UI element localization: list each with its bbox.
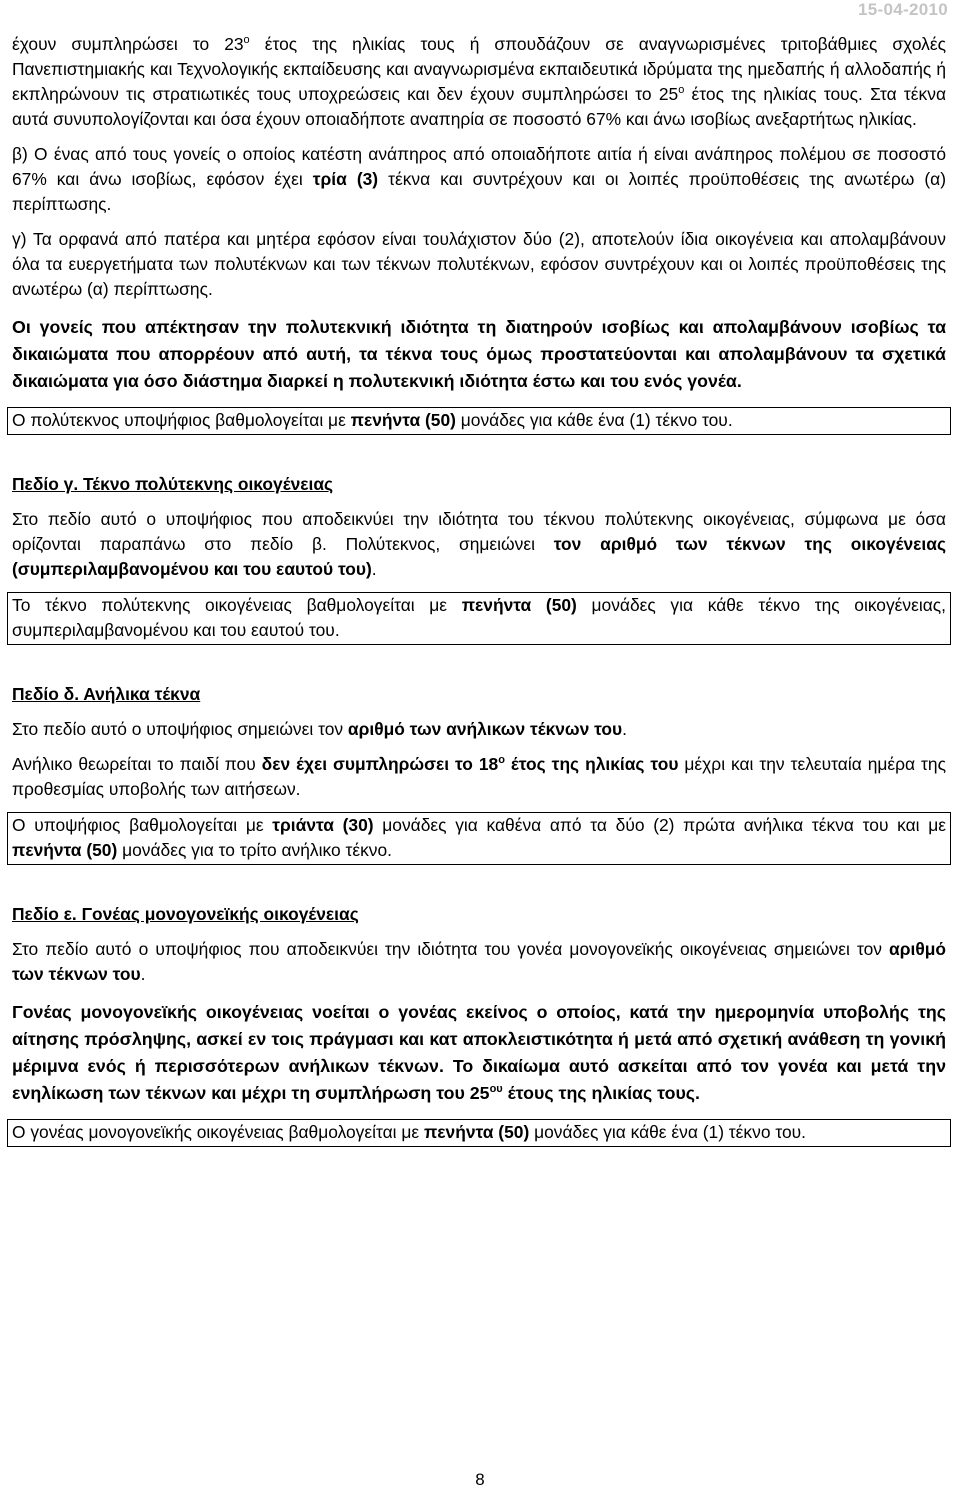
scoring-box-large-family: Ο πολύτεκνος υποψήφιος βαθμολογείται με πενήντα (50) μονάδες για κάθε ένα (1) τέκνο του. <box>7 407 951 435</box>
paragraph-field-g: Στο πεδίο αυτό ο υποψήφιος που αποδεικνύει την ιδιότητα του τέκνου πολύτεκνης οικογένειας, σύμφωνα με όσα ορίζονται παραπάνω στο πεδίο β. Πολύτεκνος, σημειώνει τον αριθμό των τέκνων της οικογένειας (συμπεριλαμβανομένου και του εαυτού του). <box>12 509 946 579</box>
paragraph-disabled-parent: β) Ο ένας από τους γονείς ο οποίος κατέστη ανάπηρος από οποιαδήποτε αιτία ή είναι ανάπηρος πολέμου σε ποσοστό 67% και άνω ισοβίως, εφόσον έχει τρία (3) τέκνα και συντρέχουν και οι λοιπές προϋποθέσεις της ανωτέρω (α) περίπτωσης. <box>12 144 946 214</box>
scoring-box-minor-children: Ο υποψήφιος βαθμολογείται με τριάντα (30) μονάδες για καθένα από τα δύο (2) πρώτα ανήλικα τέκνα του και με πενήντα (50) μονάδες για το τρίτο ανήλικο τέκνο. <box>7 812 951 865</box>
section-heading-field-g: Πεδίο γ. Τέκνο πολύτεκνης οικογένειας <box>12 474 334 494</box>
scoring-box-child-of-large-family: Το τέκνο πολύτεκνης οικογένειας βαθμολογείται με πενήντα (50) μονάδες για κάθε τέκνο της οικογένειας, συμπεριλαμβανομένου και του εαυτού του. <box>7 592 951 645</box>
section-heading-field-d: Πεδίο δ. Ανήλικα τέκνα <box>12 684 201 704</box>
paragraph-field-d: Στο πεδίο αυτό ο υποψήφιος σημειώνει τον αριθμό των ανήλικων τέκνων του. <box>12 719 627 739</box>
paragraph-minor-definition: Ανήλικο θεωρείται το παιδί που δεν έχει συμπληρώσει το $18^o$ έτος της ηλικίας του μέχρι και την τελευταία ημέρα της προθεσμίας υποβολής των αιτήσεων. <box>12 754 946 799</box>
page-number: 8 <box>475 1470 485 1489</box>
scoring-box-single-parent: Ο γονέας μονογονεϊκής οικογένειας βαθμολογείται με πενήντα (50) μονάδες για κάθε ένα (1) τέκνο του. <box>7 1119 951 1147</box>
section-heading-field-e: Πεδίο ε. Γονέας μονογονεϊκής οικογένειας <box>12 904 359 924</box>
paragraph-children-age: έχουν συμπληρώσει το $23^o$ έτος της ηλικίας τους ή σπουδάζουν σε αναγνωρισμένες τριτοβάθμιες σχολές Πανεπιστημιακής και Τεχνολογικής εκπαίδευσης και αναγνωρισμένα εκπαιδευτικά ιδρύματα της ημεδαπής ή αλλοδαπής ή εκπληρώνουν τις στρατιωτικές τους υποχρεώσεις και δεν έχουν συμπληρώσει το $25^o$ έτος της ηλικίας τους. Στα τέκνα αυτά συνυπολογίζονται και όσα έχουν οποιαδήποτε αναπηρία σε ποσοστό 67% και άνω ισοβίως ανεξαρτήτως ηλικίας. <box>12 34 946 129</box>
paragraph-orphans: γ) Τα ορφανά από πατέρα και μητέρα εφόσον είναι τουλάχιστον δύο (2), αποτελούν ίδια οικογένεια και απολαμβάνουν όλα τα ευεργετήματα των πολυτέκνων και των τέκνων πολυτέκνων, εφόσον συντρέχουν και οι λοιπές προϋποθέσεις της ανωτέρω (α) περίπτωσης. <box>12 229 946 299</box>
paragraph-single-parent-definition: Γονέας μονογονεϊκής οικογένειας νοείται ο γονέας εκείνος ο οποίος, κατά την ημερομηνία υποβολής της αίτησης πρόσληψης, ασκεί εν τοις πράγμασι και κατ αποκλειστικότητα ή μετά από σχετική ανάθεση τη γονική μέριμνα ενός ή περισσότερων ανήλικων τέκνων. Το δικαίωμα αυτό ασκείται από τον γονέα και μετά την ενηλίκωση των τέκνων και μέχρι τη συμπλήρωση του $25^{o\upsilon}$ έτους της ηλικίας τους. <box>12 1002 946 1103</box>
document-date: 15-04-2010 <box>858 0 948 19</box>
document-body <box>12 32 946 1147</box>
paragraph-field-e: Στο πεδίο αυτό ο υποψήφιος που αποδεικνύει την ιδιότητα του γονέα μονογονεϊκής οικογένειας σημειώνει τον αριθμό των τέκνων του. <box>12 939 946 984</box>
paragraph-lifelong-status: Οι γονείς που απέκτησαν την πολυτεκνική ιδιότητα τη διατηρούν ισοβίως και απολαμβάνουν ισοβίως τα δικαιώματα που απορρέουν από αυτή, τα τέκνα τους όμως προστατεύονται και απολαμβάνουν τα σχετικά δικαιώματα για όσο διάστημα διαρκεί η πολυτεκνική ιδιότητα έστω και του ενός γονέα. <box>12 317 946 391</box>
